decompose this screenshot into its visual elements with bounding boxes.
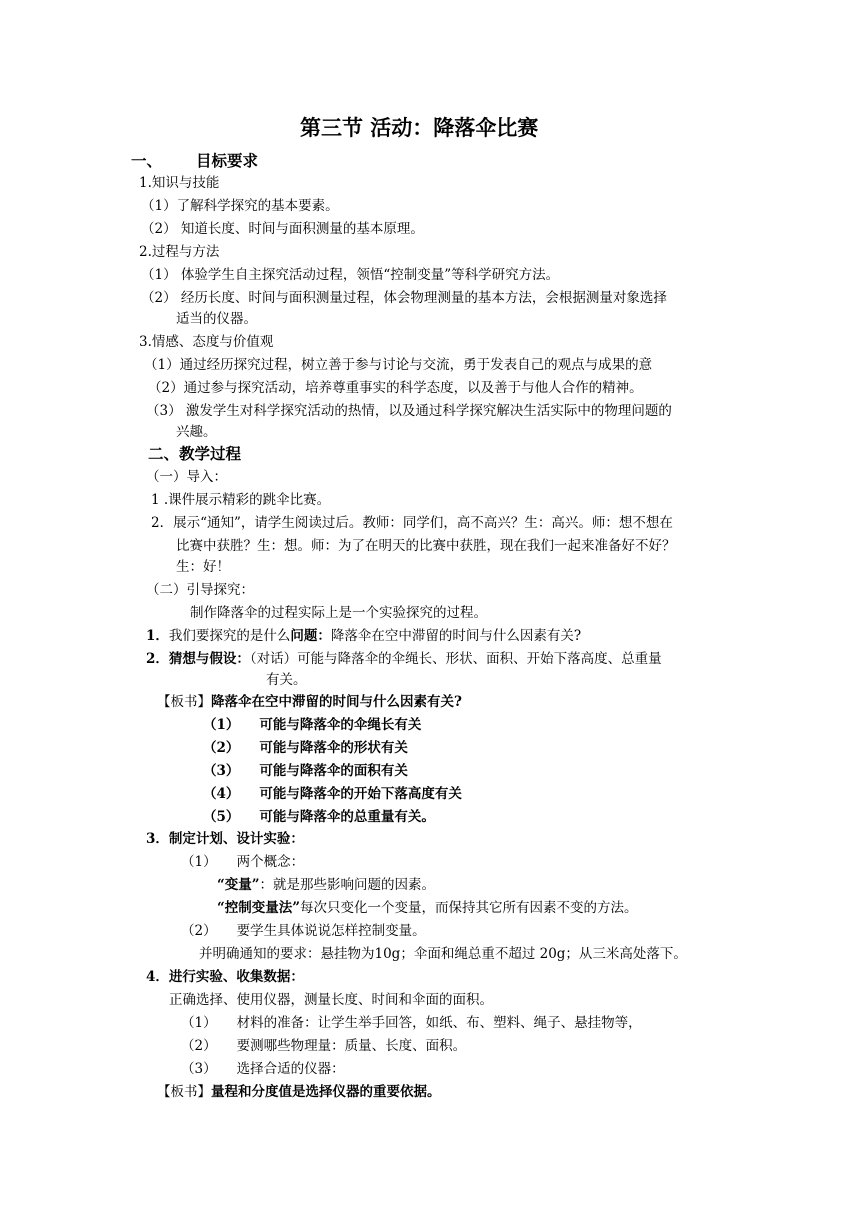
step-2 — [146, 649, 662, 669]
hypothesis-3-number: （3） — [203, 763, 240, 779]
goal-1-item-1: （1）了解科学探究的基本要素。 — [141, 198, 339, 214]
step-1 — [146, 626, 581, 646]
hypothesis-4 — [203, 784, 462, 804]
step-4-intro: 正确选择、使用仪器，测量长度、时间和伞面的面积。 — [169, 992, 493, 1008]
step-1-number: 1． — [146, 628, 169, 644]
step-4-item-3-number: （3） — [181, 1061, 217, 1077]
step-3-item-1-number: （1） — [181, 854, 217, 870]
step-2-continued: 有关。 — [266, 672, 307, 688]
part-1-line-1: 1 .课件展示精彩的跳伞比赛。 — [151, 492, 331, 508]
hypothesis-1-text: 可能与降落伞的伞绳长有关 — [259, 717, 422, 733]
part-2-heading: （二）引导探究： — [146, 582, 254, 598]
hypothesis-5-number: （5） — [203, 809, 240, 825]
goal-1-heading: 1.知识与技能 — [139, 175, 220, 191]
step-3-item-1-text: 两个概念： — [236, 854, 305, 870]
hypothesis-2 — [203, 738, 408, 758]
step-3-requirements: 并明确通知的要求：悬挂物为10g；伞面和绳总重不超过 20g；从三米高处落下。 — [199, 946, 687, 962]
board-note-2-text: 量程和分度值是选择仪器的重要依据。 — [211, 1084, 441, 1100]
section-1-number: 一、 — [131, 152, 163, 170]
hypothesis-2-text: 可能与降落伞的形状有关 — [259, 740, 408, 756]
definition-variable — [217, 875, 435, 895]
definition-control-variable-text: 每次只变化一个变量，而保持其它所有因素不变的方法。 — [300, 900, 638, 916]
step-4-item-3-text: 选择合适的仪器： — [236, 1061, 345, 1077]
step-4-item-2-number: （2） — [181, 1038, 217, 1054]
definition-variable-text: ：就是那些影响问题的因素。 — [259, 877, 436, 893]
step-4-item-1-number: （1） — [181, 1015, 217, 1031]
step-4-item-2-text: 要测哪些物理量：质量、长度、面积。 — [236, 1038, 467, 1054]
section-2-heading: 二、教学过程 — [148, 445, 242, 463]
board-note-2 — [157, 1082, 441, 1102]
step-2-number: 2． — [146, 651, 169, 667]
goal-2-item-1: （1） 体验学生自主探究活动过程，领悟“控制变量”等科学研究方法。 — [141, 267, 560, 283]
step-3-number: 3． — [146, 831, 169, 847]
step-3-item-1 — [181, 852, 304, 872]
part-1-line-2-cont-2: 生：好！ — [176, 559, 230, 575]
hypothesis-1 — [203, 715, 421, 735]
definition-control-variable-term: “控制变量法” — [217, 900, 301, 916]
step-2-text: （对话）可能与降落伞的伞绳长、形状、面积、开始下落高度、总重量 — [249, 651, 662, 667]
goal-1-item-2: （2） 知道长度、时间与面积测量的基本原理。 — [141, 221, 424, 237]
section-1-heading — [131, 151, 258, 171]
definition-variable-term: “变量” — [217, 877, 260, 893]
step-4-heading — [146, 967, 304, 987]
goal-3-item-1: （1）通过经历探究过程，树立善于参与讨论与交流，勇于发表自己的观点与成果的意 — [144, 357, 653, 373]
goal-2-item-2-continued: 适当的仪器。 — [176, 311, 257, 327]
step-4-title: 进行实验、收集数据： — [168, 969, 304, 985]
part-1-line-2-cont-1: 比赛中获胜？生：想。师：为了在明天的比赛中获胜，现在我们一起来准备好不好？ — [176, 538, 676, 554]
hypothesis-2-number: （2） — [203, 740, 240, 756]
hypothesis-1-number: （1） — [203, 717, 240, 733]
part-2-intro: 制作降落伞的过程实际上是一个实验探究的过程。 — [190, 605, 487, 621]
step-4-item-3 — [181, 1059, 345, 1079]
goal-3-item-3-continued: 兴趣。 — [176, 424, 217, 440]
hypothesis-3-text: 可能与降落伞的面积有关 — [259, 763, 408, 779]
part-1-heading: （一）导入： — [146, 469, 227, 485]
definition-control-variable — [217, 898, 638, 918]
step-3-item-2-number: （2） — [181, 923, 217, 939]
section-1-title: 目标要求 — [196, 152, 259, 170]
board-note-1 — [157, 692, 462, 712]
goal-3-item-3: （3） 激发学生对科学探究活动的热情，以及通过科学探究解决生活实际中的物理问题的 — [146, 403, 672, 419]
hypothesis-5 — [203, 807, 435, 827]
goal-3-item-2: （2）通过参与探究活动，培养尊重事实的科学态度，以及善于与他人合作的精神。 — [148, 380, 643, 396]
part-1-line-2: 2．展示“通知”，请学生阅读过后。教师：同学们，高不高兴？生：高兴。师：想不想在 — [151, 515, 673, 531]
step-3-item-2-text: 要学生具体说说怎样控制变量。 — [236, 923, 426, 939]
step-1-prefix: 我们要探究的是什么 — [168, 628, 291, 644]
step-3-item-2 — [181, 921, 426, 941]
step-3-heading — [146, 829, 304, 849]
hypothesis-3 — [203, 761, 408, 781]
goal-2-item-2: （2） 经历长度、时间与面积测量过程，体会物理测量的基本方法，会根据测量对象选择 — [141, 290, 667, 306]
page-title: 第三节 活动：降落伞比赛 — [300, 116, 539, 140]
step-4-item-1 — [181, 1013, 642, 1033]
step-4-item-2 — [181, 1036, 466, 1056]
goal-3-heading: 3.情感、态度与价值观 — [139, 334, 274, 350]
step-3-title: 制定计划、设计实验： — [168, 831, 304, 847]
board-note-1-tag: 【板书】 — [157, 694, 211, 710]
hypothesis-4-number: （4） — [203, 786, 240, 802]
step-2-key: 猜想与假设： — [168, 651, 250, 667]
board-note-2-tag: 【板书】 — [157, 1084, 211, 1100]
board-note-1-text: 降落伞在空中滞留的时间与什么因素有关? — [211, 694, 462, 710]
step-1-text: 降落伞在空中滞留的时间与什么因素有关? — [330, 628, 582, 644]
step-1-key: 问题： — [290, 628, 331, 644]
step-4-item-1-text: 材料的准备：让学生举手回答，如纸、布、塑料、绳子、悬挂物等， — [236, 1015, 642, 1031]
goal-2-heading: 2.过程与方法 — [139, 244, 220, 260]
hypothesis-4-text: 可能与降落伞的开始下落高度有关 — [259, 786, 462, 802]
step-4-number: 4． — [146, 969, 169, 985]
hypothesis-5-text: 可能与降落伞的总重量有关。 — [259, 809, 435, 825]
